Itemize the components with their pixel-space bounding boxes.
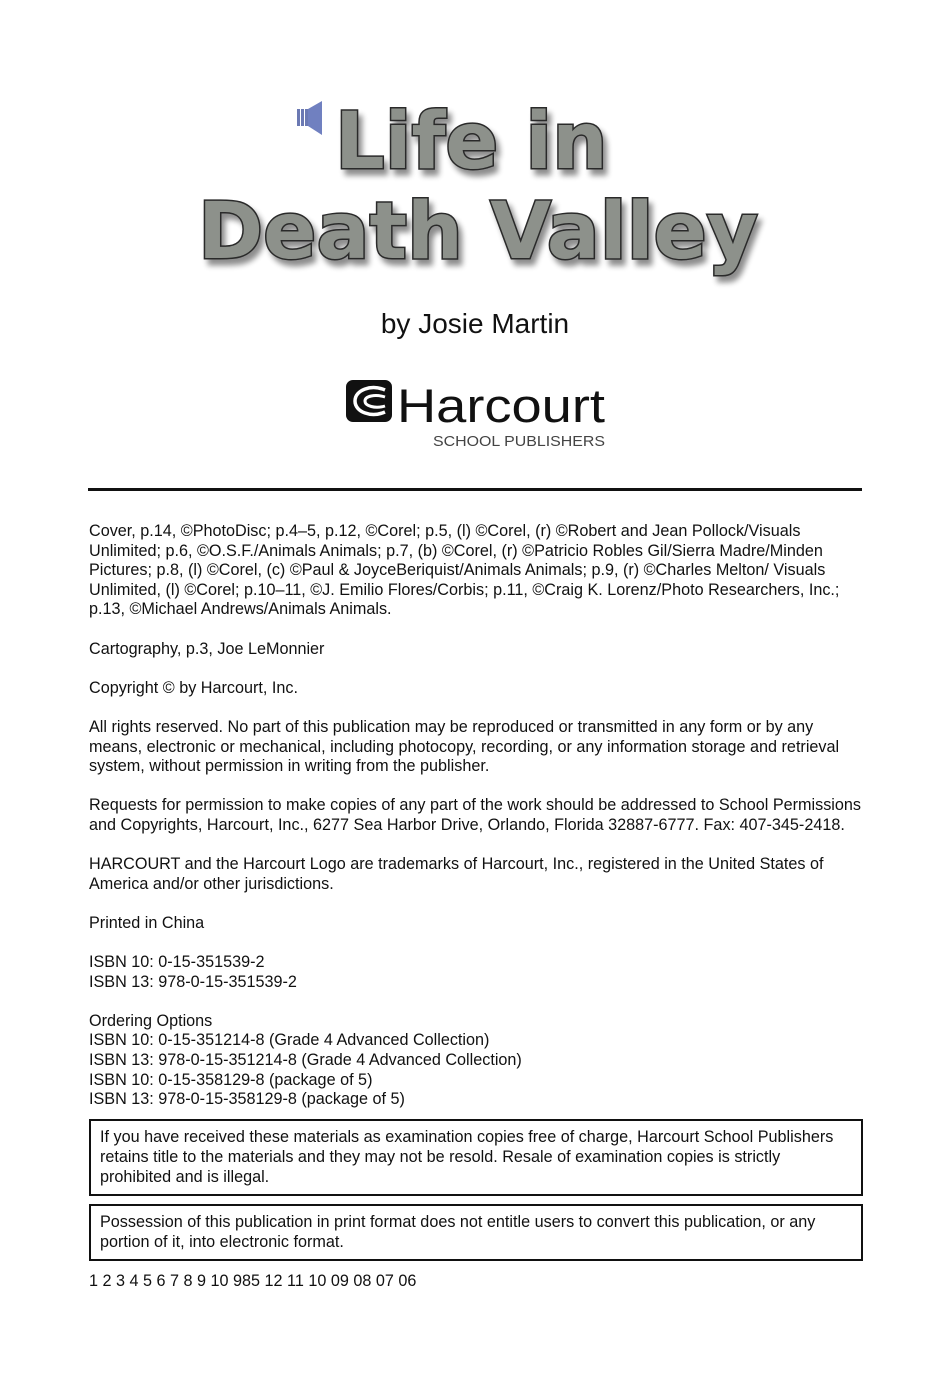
copyright-notice: Copyright © by Harcourt, Inc. [89,678,298,697]
author-byline: by Josie Martin [380,308,570,339]
ordering-title: Ordering Options [89,1011,213,1030]
copyright-page [89,522,864,1292]
permission-requests: Requests for permission to make copies of any part of the work should be addressed to School Permissions and Copyrights, Harcourt, Inc., 6277 Sea Harbor Drive, Orlando, Florida 32887-6777. Fax: 407-345-2418. [89,796,861,834]
ordering-item: ISBN 10: 0-15-351214-8 (Grade 4 Advanced Collection) [89,1031,490,1050]
ordering-item: ISBN 13: 978-0-15-358129-8 (package of 5) [89,1090,405,1109]
harcourt-logo-icon [346,380,392,422]
title-line-2: Death Valley [198,187,758,277]
ordering-item: ISBN 13: 978-0-15-351214-8 (Grade 4 Advanced Collection) [89,1051,522,1070]
ordering-item: ISBN 10: 0-15-358129-8 (package of 5) [89,1070,373,1089]
isbn-list [89,953,864,992]
isbn-10: ISBN 10: 0-15-351539-2 [89,953,265,972]
print-line: 1 2 3 4 5 6 7 8 9 10 985 12 11 10 09 08 07 06 [89,1272,417,1291]
publisher-tagline: SCHOOL PUBLISHERS [433,433,605,450]
ordering-options [89,1012,864,1110]
rights-statement: All rights reserved. No part of this publication may be reproduced or transmitted in any form or by any means, electronic or mechanical, including photocopy, recording, or any information storage and retrieval system, without permission in writing from the publisher. [89,717,840,776]
cartography-credit: Cartography, p.3, Joe LeMonnier [89,639,325,658]
publisher-logo [345,378,610,453]
book-title [180,80,780,290]
printed-in: Printed in China [89,913,205,932]
electronic-format-notice: Possession of this publication in print format does not entitle users to convert this publication, or any portion of it, into electronic format. [89,1204,863,1261]
trademark-notice: HARCOURT and the Harcourt Logo are trademarks of Harcourt, Inc., registered in the United States of America and/or other jurisdictions. [89,855,824,893]
publisher-name: Harcourt [397,379,605,432]
photo-credits: Cover, p.14, ©PhotoDisc; p.4–5, p.12, ©Corel; p.5, (l) ©Corel, (r) ©Robert and Jean Pollock/Visuals Unlimited; p.6, ©O.S.F./Animals Animals; p.7, (b) ©Corel, (r) ©Patricio Robles Gil/Sierra Madre/Minden Pictures; p.8, (l) ©Corel, (c) ©Paul & JoyceBeriquist/Animals Animals; p.9, (r) ©Charles Melton/ Visuals Unlimited, (l) ©Corel; p.10–11, ©J. Emilio Flores/Corbis; p.11, ©Craig K. Lorenz/Photo Researchers, Inc.; p.13, ©Michael Andrews/Animals Animals. [89,522,840,619]
examination-copy-notice: If you have received these materials as examination copies free of charge, Harcourt School Publishers retains title to the materials and they may not be resold. Resale of examination copies is strictly prohibited and is illegal. [89,1119,863,1196]
divider [88,488,862,491]
isbn-13: ISBN 13: 978-0-15-351539-2 [89,972,297,991]
title-line-1: Life in [335,97,608,187]
